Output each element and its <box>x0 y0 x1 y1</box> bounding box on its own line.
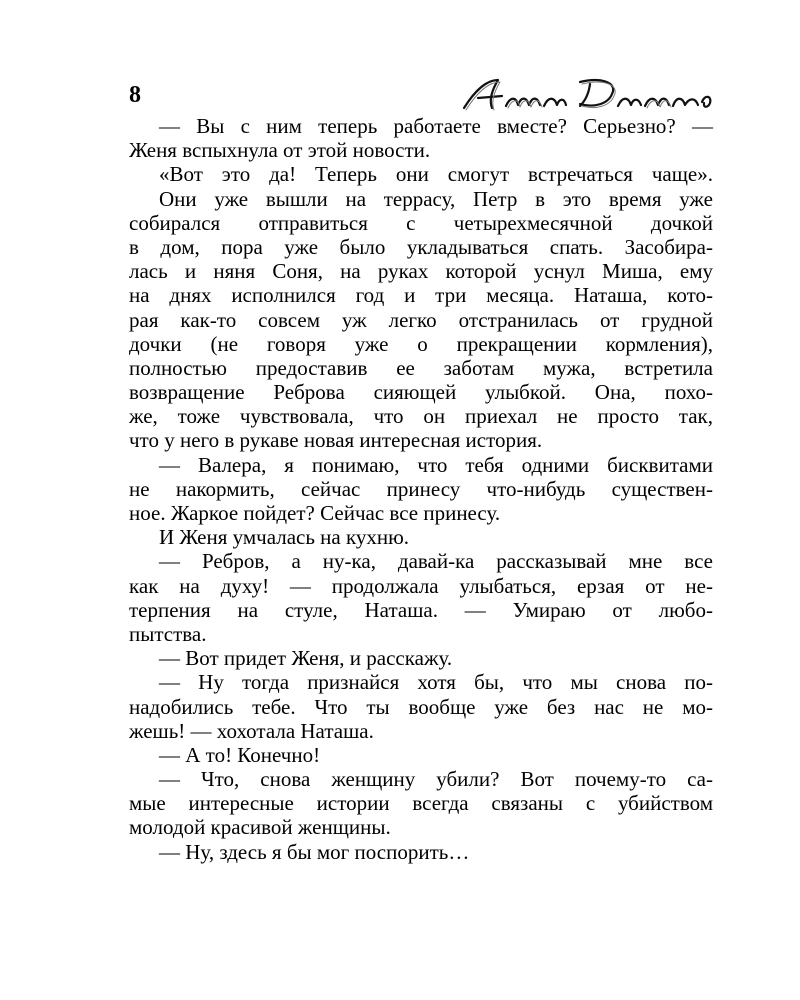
text-line: «Вот это да! Теперь они смогут встречаться чаще». <box>159 162 713 187</box>
text-line: — Валера, я понимаю, что тебя одними бисквитами <box>159 452 713 477</box>
text-line: — Вот придет Женя, и расскажу. <box>159 646 453 671</box>
text-line: что у него в рукаве новая интересная история. <box>129 428 543 453</box>
text-line: лась и няня Соня, на руках которой уснул Миша, ему <box>129 259 713 284</box>
text-line: надобились тебе. Что ты вообще уже без нас не мо- <box>129 694 713 719</box>
text-line: пытства. <box>129 621 207 646</box>
text-line: — Ну, здесь я бы мог поспорить… <box>159 839 470 864</box>
text-line: мые интересные истории всегда связаны с убийством <box>129 791 713 816</box>
text-line: рая как-то совсем уж легко отстранилась от грудной <box>129 307 713 332</box>
author-running-head <box>458 72 716 116</box>
body-text <box>129 114 713 864</box>
text-line: полностью предоставив ее заботам мужа, встретила <box>129 355 713 380</box>
page-number: 8 <box>129 82 141 108</box>
text-line: в дом, пора уже было укладываться спать. Засобира- <box>129 234 713 259</box>
text-line: — А то! Конечно! <box>159 742 321 767</box>
text-line: — Вы с ним теперь работаете вместе? Серьезно? — <box>159 114 713 138</box>
text-line: на днях исполнился год и три месяца. Наташа, кото- <box>129 283 713 308</box>
text-line: возвращение Реброва сияющей улыбкой. Она, похо- <box>129 380 713 405</box>
text-line: не накормить, сейчас принесу что-нибудь существен- <box>129 476 713 501</box>
text-line: же, тоже чувствовала, что он приехал не просто так, <box>129 404 713 429</box>
text-line: как на духу! — продолжала улыбаться, ерзая от не- <box>129 573 713 598</box>
text-line: ное. Жаркое пойдет? Сейчас все принесу. <box>129 501 501 525</box>
text-line: И Женя умчалась на кухню. <box>159 525 410 550</box>
text-line: — Ребров, а ну-ка, давай-ка рассказывай мне все <box>159 549 713 574</box>
text-line: дочки (не говоря уже о прекращении кормления), <box>129 331 713 356</box>
text-line: терпения на стуле, Наташа. — Умираю от любо- <box>129 597 713 622</box>
text-line: Они уже вышли на террасу, Петр в это время уже <box>159 186 713 211</box>
text-line: — Что, снова женщину убили? Вот почему-то са- <box>159 767 713 792</box>
text-line: молодой красивой женщины. <box>129 815 391 840</box>
text-line: жешь! — хохотала Наташа. <box>129 718 374 743</box>
text-line: — Ну тогда признайся хотя бы, что мы снова по- <box>159 670 713 695</box>
text-line: собирался отправиться с четырехмесячной дочкой <box>129 210 713 235</box>
text-line: Женя вспыхнула от этой новости. <box>129 138 431 163</box>
